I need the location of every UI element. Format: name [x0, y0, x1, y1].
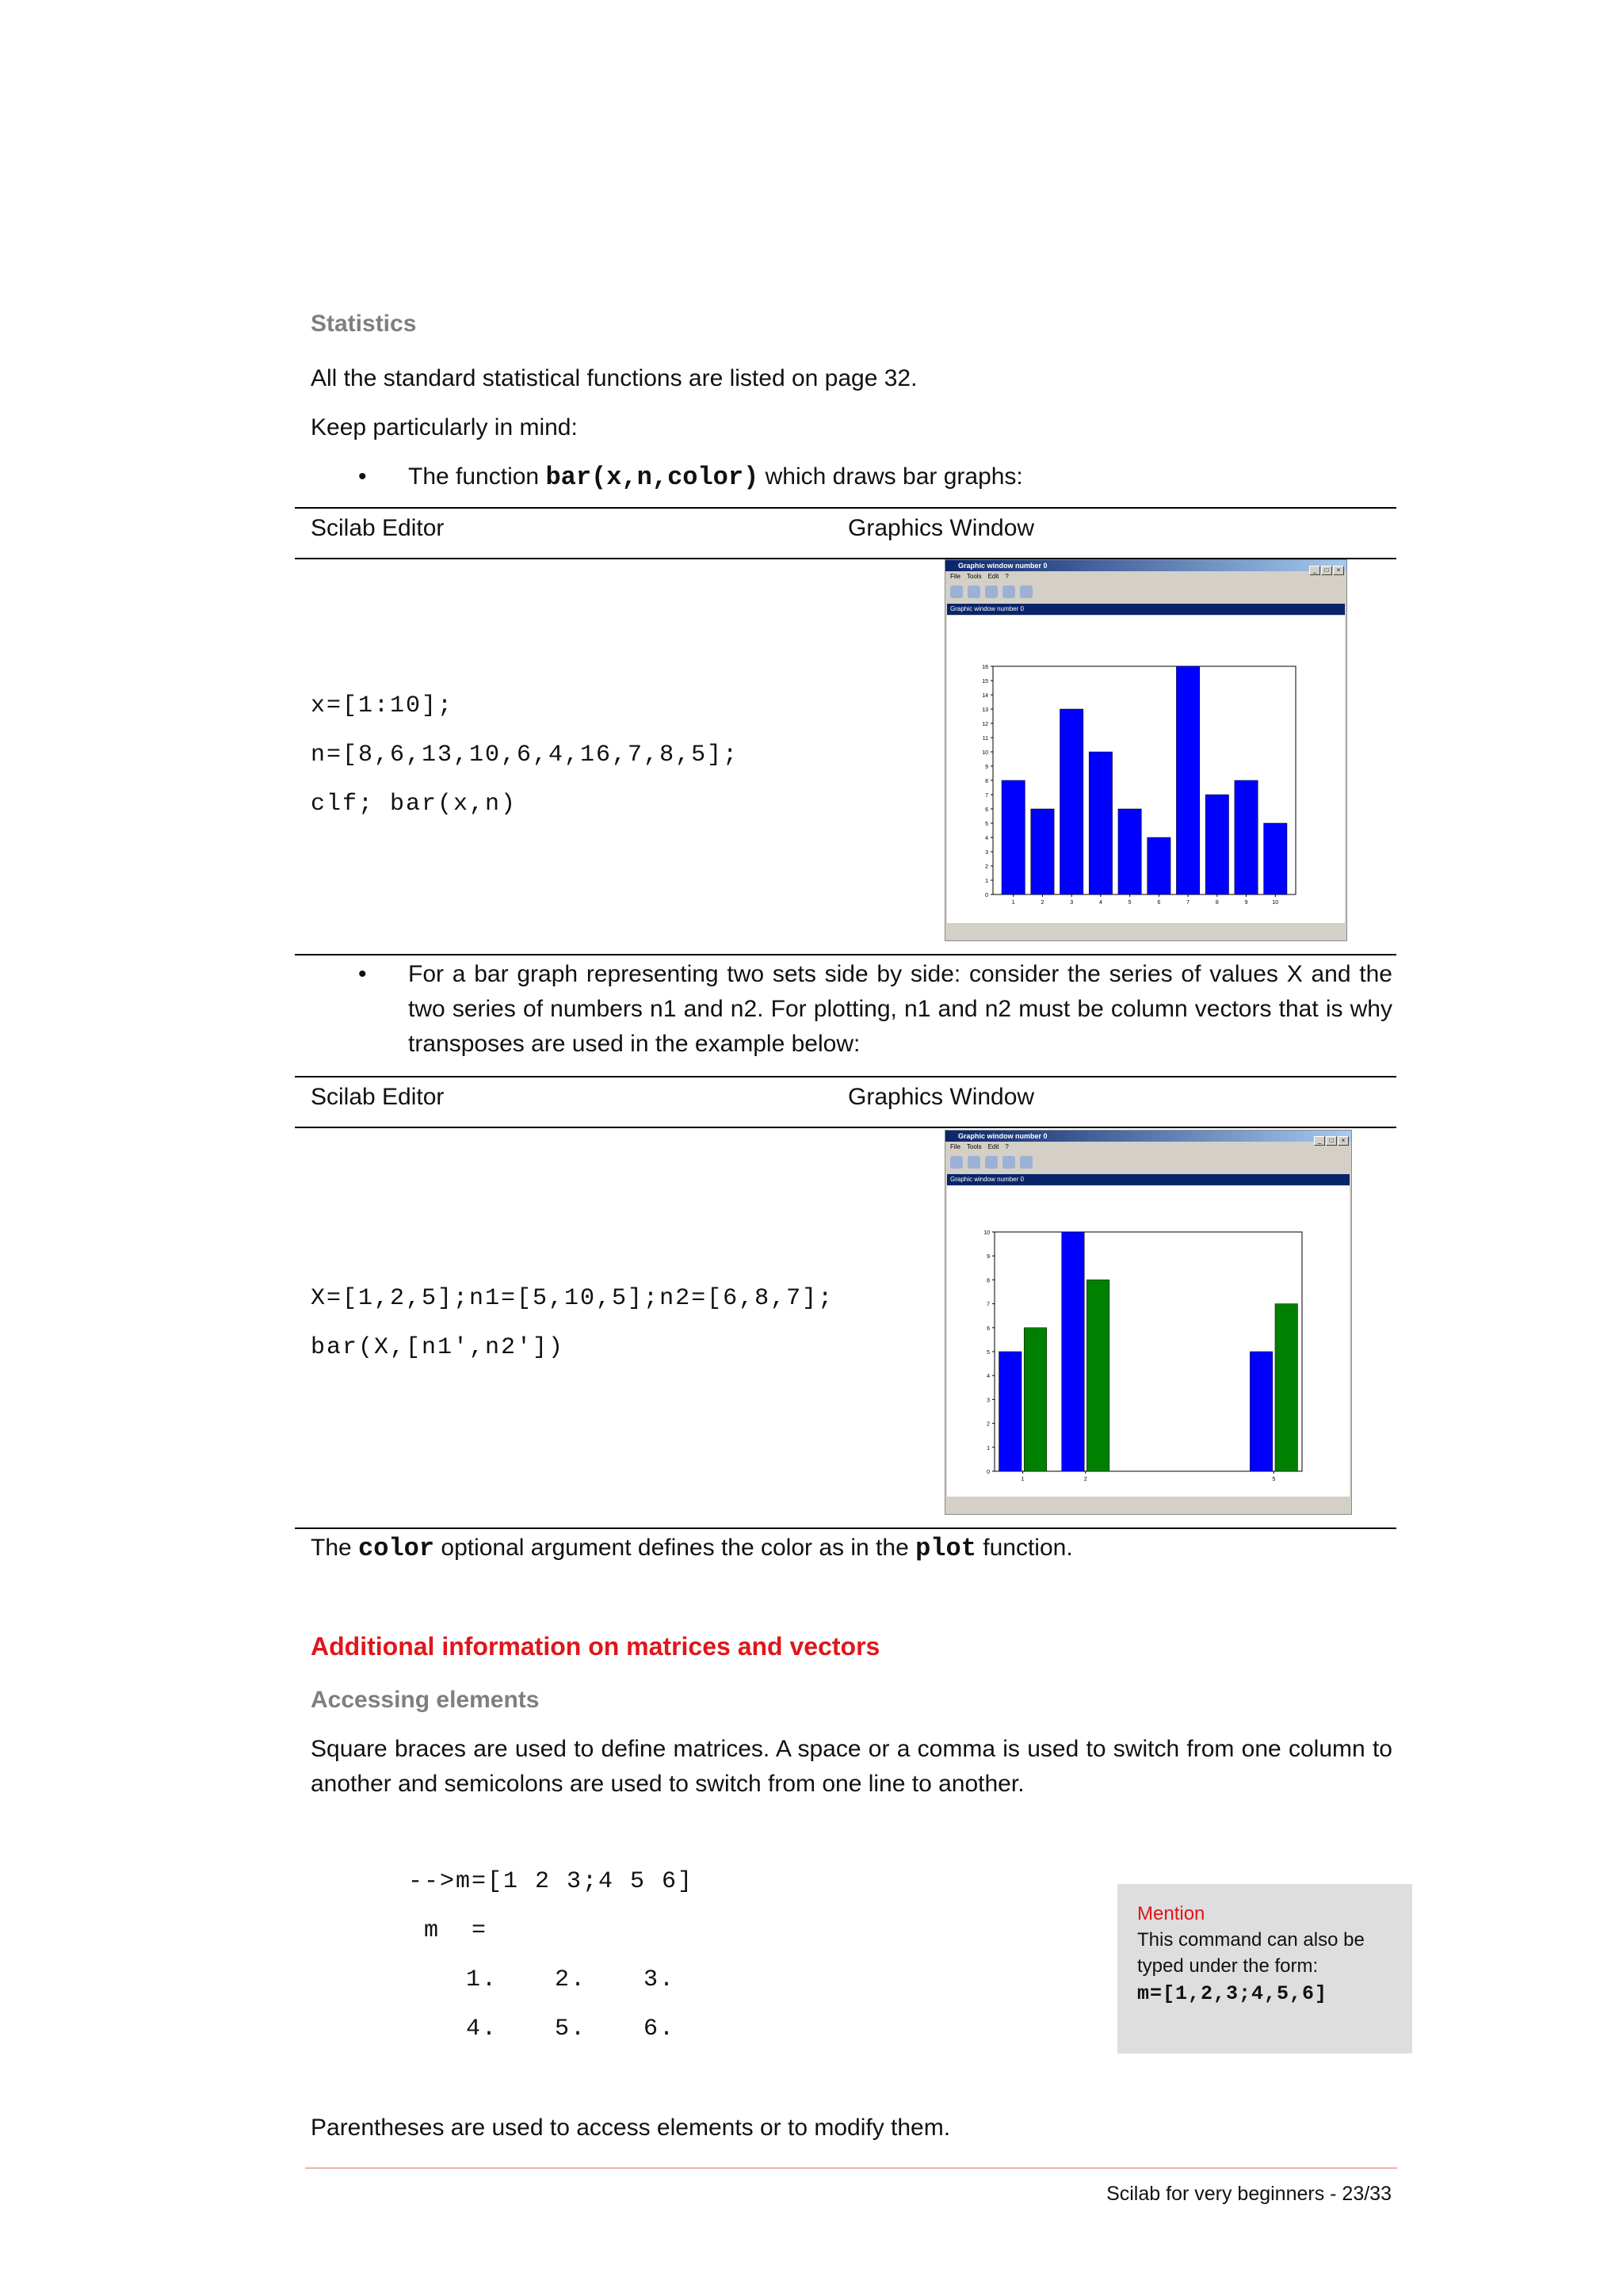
x-tick-label: 2 — [1041, 900, 1044, 906]
console-row-2-col-2: 5. — [555, 2016, 587, 2042]
bar-n1 — [1062, 1232, 1085, 1471]
example2-code-line-2: bar(X,[n1',n2']) — [311, 1334, 565, 1361]
x-tick-label: 5 — [1128, 900, 1132, 906]
y-tick-label: 1 — [985, 879, 988, 884]
table2-header-rule — [295, 1127, 1396, 1128]
menu-help[interactable]: ? — [1005, 1143, 1009, 1150]
y-tick-label: 2 — [987, 1421, 990, 1428]
console-row-1-col-1: 1. — [466, 1966, 498, 1993]
graphics-window-toolbar — [945, 1152, 1351, 1173]
bar — [1205, 795, 1228, 894]
y-tick-label: 15 — [982, 679, 988, 685]
bar — [1118, 809, 1141, 894]
table1-header-graphics: Graphics Window — [848, 515, 1035, 541]
bar — [1060, 709, 1083, 894]
x-tick-label: 6 — [1157, 900, 1161, 906]
y-tick-label: 7 — [987, 1302, 990, 1308]
y-tick-label: 4 — [987, 1374, 990, 1380]
y-tick-label: 2 — [985, 864, 988, 870]
console-input-line: -->m=[1 2 3;4 5 6] — [408, 1868, 694, 1895]
menu-file[interactable]: File — [950, 1143, 960, 1150]
mention-code: m=[1,2,3;4,5,6] — [1137, 1982, 1328, 2005]
graphics-window-toolbar — [945, 582, 1346, 602]
graphics-window-menubar — [945, 571, 1346, 582]
y-tick-label: 6 — [987, 1325, 990, 1332]
close-button[interactable]: × — [1338, 1136, 1349, 1146]
graphics-canvas-1 — [947, 616, 1345, 923]
x-tick-label: 2 — [1083, 1477, 1087, 1482]
zoom-out-icon[interactable] — [985, 1156, 998, 1169]
menu-tools[interactable]: Tools — [966, 573, 982, 580]
zoom-in-icon[interactable] — [968, 585, 980, 598]
bar — [1264, 823, 1287, 894]
table2-bottom-rule — [295, 1527, 1396, 1529]
graphics-window-titlebar: Graphic window number 0 — [945, 560, 1346, 571]
bullet-symbol-2: • — [358, 961, 367, 987]
y-tick-label: 8 — [985, 779, 988, 784]
note-post: function. — [976, 1535, 1073, 1561]
bullet-text-pre: The function — [408, 463, 546, 490]
bar — [1089, 752, 1112, 894]
y-tick-label: 6 — [985, 807, 988, 813]
bullet-two-series: For a bar graph representing two sets side by side: consider the series of values X and the two series of numbers n1 and n2. For plotting, n1 and n2 must be column vectors that is why transposes are used in the example below: — [408, 961, 1392, 1057]
table1-top-rule — [295, 507, 1396, 509]
y-tick-label: 8 — [987, 1278, 990, 1284]
section-heading-statistics: Statistics — [311, 311, 417, 337]
table2-top-rule — [295, 1076, 1396, 1077]
color-argument-note — [311, 1531, 1073, 1566]
menu-tools[interactable]: Tools — [966, 1143, 982, 1150]
paragraph-square-braces: Square braces are used to define matrices. A space or a comma is used to switch from one column to another and semicolons are used to switch from one line to another. — [311, 1736, 1392, 1797]
example1-code-line-3: clf; bar(x,n) — [311, 791, 517, 818]
x-tick-label: 9 — [1244, 900, 1248, 906]
x-tick-label: 1 — [1011, 900, 1015, 906]
bar-n2 — [1024, 1328, 1047, 1471]
minimize-button[interactable]: _ — [1314, 1136, 1325, 1146]
bar-n2 — [1275, 1304, 1298, 1471]
bar — [1176, 666, 1199, 894]
graphics-window-statusbar — [945, 925, 1346, 940]
mention-text: This command can also be typed under the form: — [1137, 1929, 1365, 1977]
graphics-window-statusbar — [945, 1498, 1351, 1514]
console-row-1-col-3: 3. — [643, 1966, 676, 1993]
maximize-button[interactable]: □ — [1326, 1136, 1337, 1146]
x-tick-label: 7 — [1186, 900, 1190, 906]
y-tick-label: 0 — [987, 1470, 990, 1475]
bullet-text-post: which draws bar graphs: — [758, 463, 1023, 490]
x-tick-label: 5 — [1272, 1477, 1276, 1482]
console-row-2-col-1: 4. — [466, 2016, 498, 2042]
graphics-window-subtitle: Graphic window number 0 — [947, 1174, 1350, 1185]
bullet-bar-function — [408, 460, 1023, 495]
x-tick-label: 8 — [1215, 900, 1219, 906]
menu-file[interactable]: File — [950, 573, 960, 580]
y-tick-label: 14 — [982, 693, 988, 699]
bar-chart-2 — [947, 1186, 1350, 1497]
y-tick-label: 10 — [982, 750, 988, 756]
menu-edit[interactable]: Edit — [987, 573, 999, 580]
page-footer: Scilab for very beginners - 23/33 — [1106, 2183, 1392, 2205]
table1-bottom-rule — [295, 954, 1396, 955]
zoom-out-icon[interactable] — [985, 585, 998, 598]
note-pre: The — [311, 1535, 359, 1561]
paragraph-statistical-functions: All the standard statistical functions are listed on page 32. — [311, 365, 918, 391]
bar-n2 — [1086, 1280, 1109, 1471]
bar-function-code: bar(x,n,color) — [545, 463, 759, 492]
section-heading-matrices: Additional information on matrices and vectors — [311, 1632, 880, 1661]
y-tick-label: 9 — [985, 765, 988, 770]
graphics-window-2 — [945, 1130, 1352, 1515]
y-tick-label: 0 — [985, 893, 988, 898]
graphics-window-subtitle: Graphic window number 0 — [947, 604, 1345, 615]
help-icon[interactable] — [1020, 1156, 1033, 1169]
rotate-icon[interactable] — [950, 585, 963, 598]
bullet-symbol: • — [358, 463, 367, 490]
graphics-window-1 — [945, 559, 1347, 941]
maximize-button[interactable]: □ — [1321, 566, 1332, 575]
graphics-canvas-2 — [947, 1186, 1350, 1497]
y-tick-label: 11 — [982, 736, 988, 742]
note-mid: optional argument defines the color as in the — [434, 1535, 916, 1561]
bar — [1235, 780, 1258, 894]
bar-chart-1 — [947, 616, 1345, 923]
graphics-window-titlebar: Graphic window number 0 — [945, 1131, 1351, 1142]
paragraph-keep-in-mind: Keep particularly in mind: — [311, 414, 578, 441]
table2-header-graphics: Graphics Window — [848, 1084, 1035, 1110]
color-code: color — [358, 1534, 435, 1563]
bar — [1031, 809, 1054, 894]
y-tick-label: 13 — [982, 707, 988, 713]
y-tick-label: 4 — [985, 836, 988, 841]
y-tick-label: 9 — [987, 1254, 990, 1261]
console-row-2-col-3: 6. — [643, 2016, 676, 2042]
datatip-icon[interactable] — [1002, 585, 1015, 598]
y-tick-label: 3 — [985, 850, 988, 856]
y-tick-label: 10 — [983, 1230, 990, 1236]
y-tick-label: 1 — [987, 1445, 990, 1451]
bar-n1 — [999, 1352, 1022, 1471]
menu-edit[interactable]: Edit — [987, 1143, 999, 1150]
example1-code-line-2: n=[8,6,13,10,6,4,16,7,8,5]; — [311, 742, 739, 769]
zoom-in-icon[interactable] — [968, 1156, 980, 1169]
example1-code-line-1: x=[1:10]; — [311, 692, 454, 719]
x-tick-label: 3 — [1070, 900, 1074, 906]
example2-code-line-1: X=[1,2,5];n1=[5,10,5];n2=[6,8,7]; — [311, 1285, 834, 1312]
bar — [1002, 780, 1025, 894]
subheading-accessing-elements: Accessing elements — [311, 1687, 540, 1713]
paragraph-parentheses: Parentheses are used to access elements or to modify them. — [311, 2115, 951, 2141]
console-output-name: m = — [408, 1917, 488, 1944]
bar — [1148, 837, 1170, 894]
mention-box — [1117, 1884, 1412, 2054]
console-row-1-col-2: 2. — [555, 1966, 587, 1993]
y-tick-label: 7 — [985, 793, 988, 799]
y-tick-label: 3 — [987, 1398, 990, 1404]
y-tick-label: 12 — [982, 722, 988, 727]
close-button[interactable]: × — [1333, 566, 1344, 575]
help-icon[interactable] — [1020, 585, 1033, 598]
graphics-window-menubar — [945, 1142, 1351, 1152]
menu-help[interactable]: ? — [1005, 573, 1009, 580]
datatip-icon[interactable] — [1002, 1156, 1015, 1169]
x-tick-label: 10 — [1272, 900, 1279, 906]
table2-header-editor: Scilab Editor — [311, 1084, 445, 1110]
y-tick-label: 5 — [987, 1350, 990, 1356]
table1-header-editor: Scilab Editor — [311, 515, 445, 541]
x-tick-label: 1 — [1021, 1477, 1025, 1482]
mention-title: Mention — [1137, 1903, 1205, 1924]
plot-code: plot — [915, 1534, 976, 1563]
bar-n1 — [1250, 1352, 1273, 1471]
y-tick-label: 16 — [982, 665, 988, 670]
rotate-icon[interactable] — [950, 1156, 963, 1169]
y-tick-label: 5 — [985, 822, 988, 827]
minimize-button[interactable]: _ — [1309, 566, 1320, 575]
x-tick-label: 4 — [1098, 900, 1102, 906]
